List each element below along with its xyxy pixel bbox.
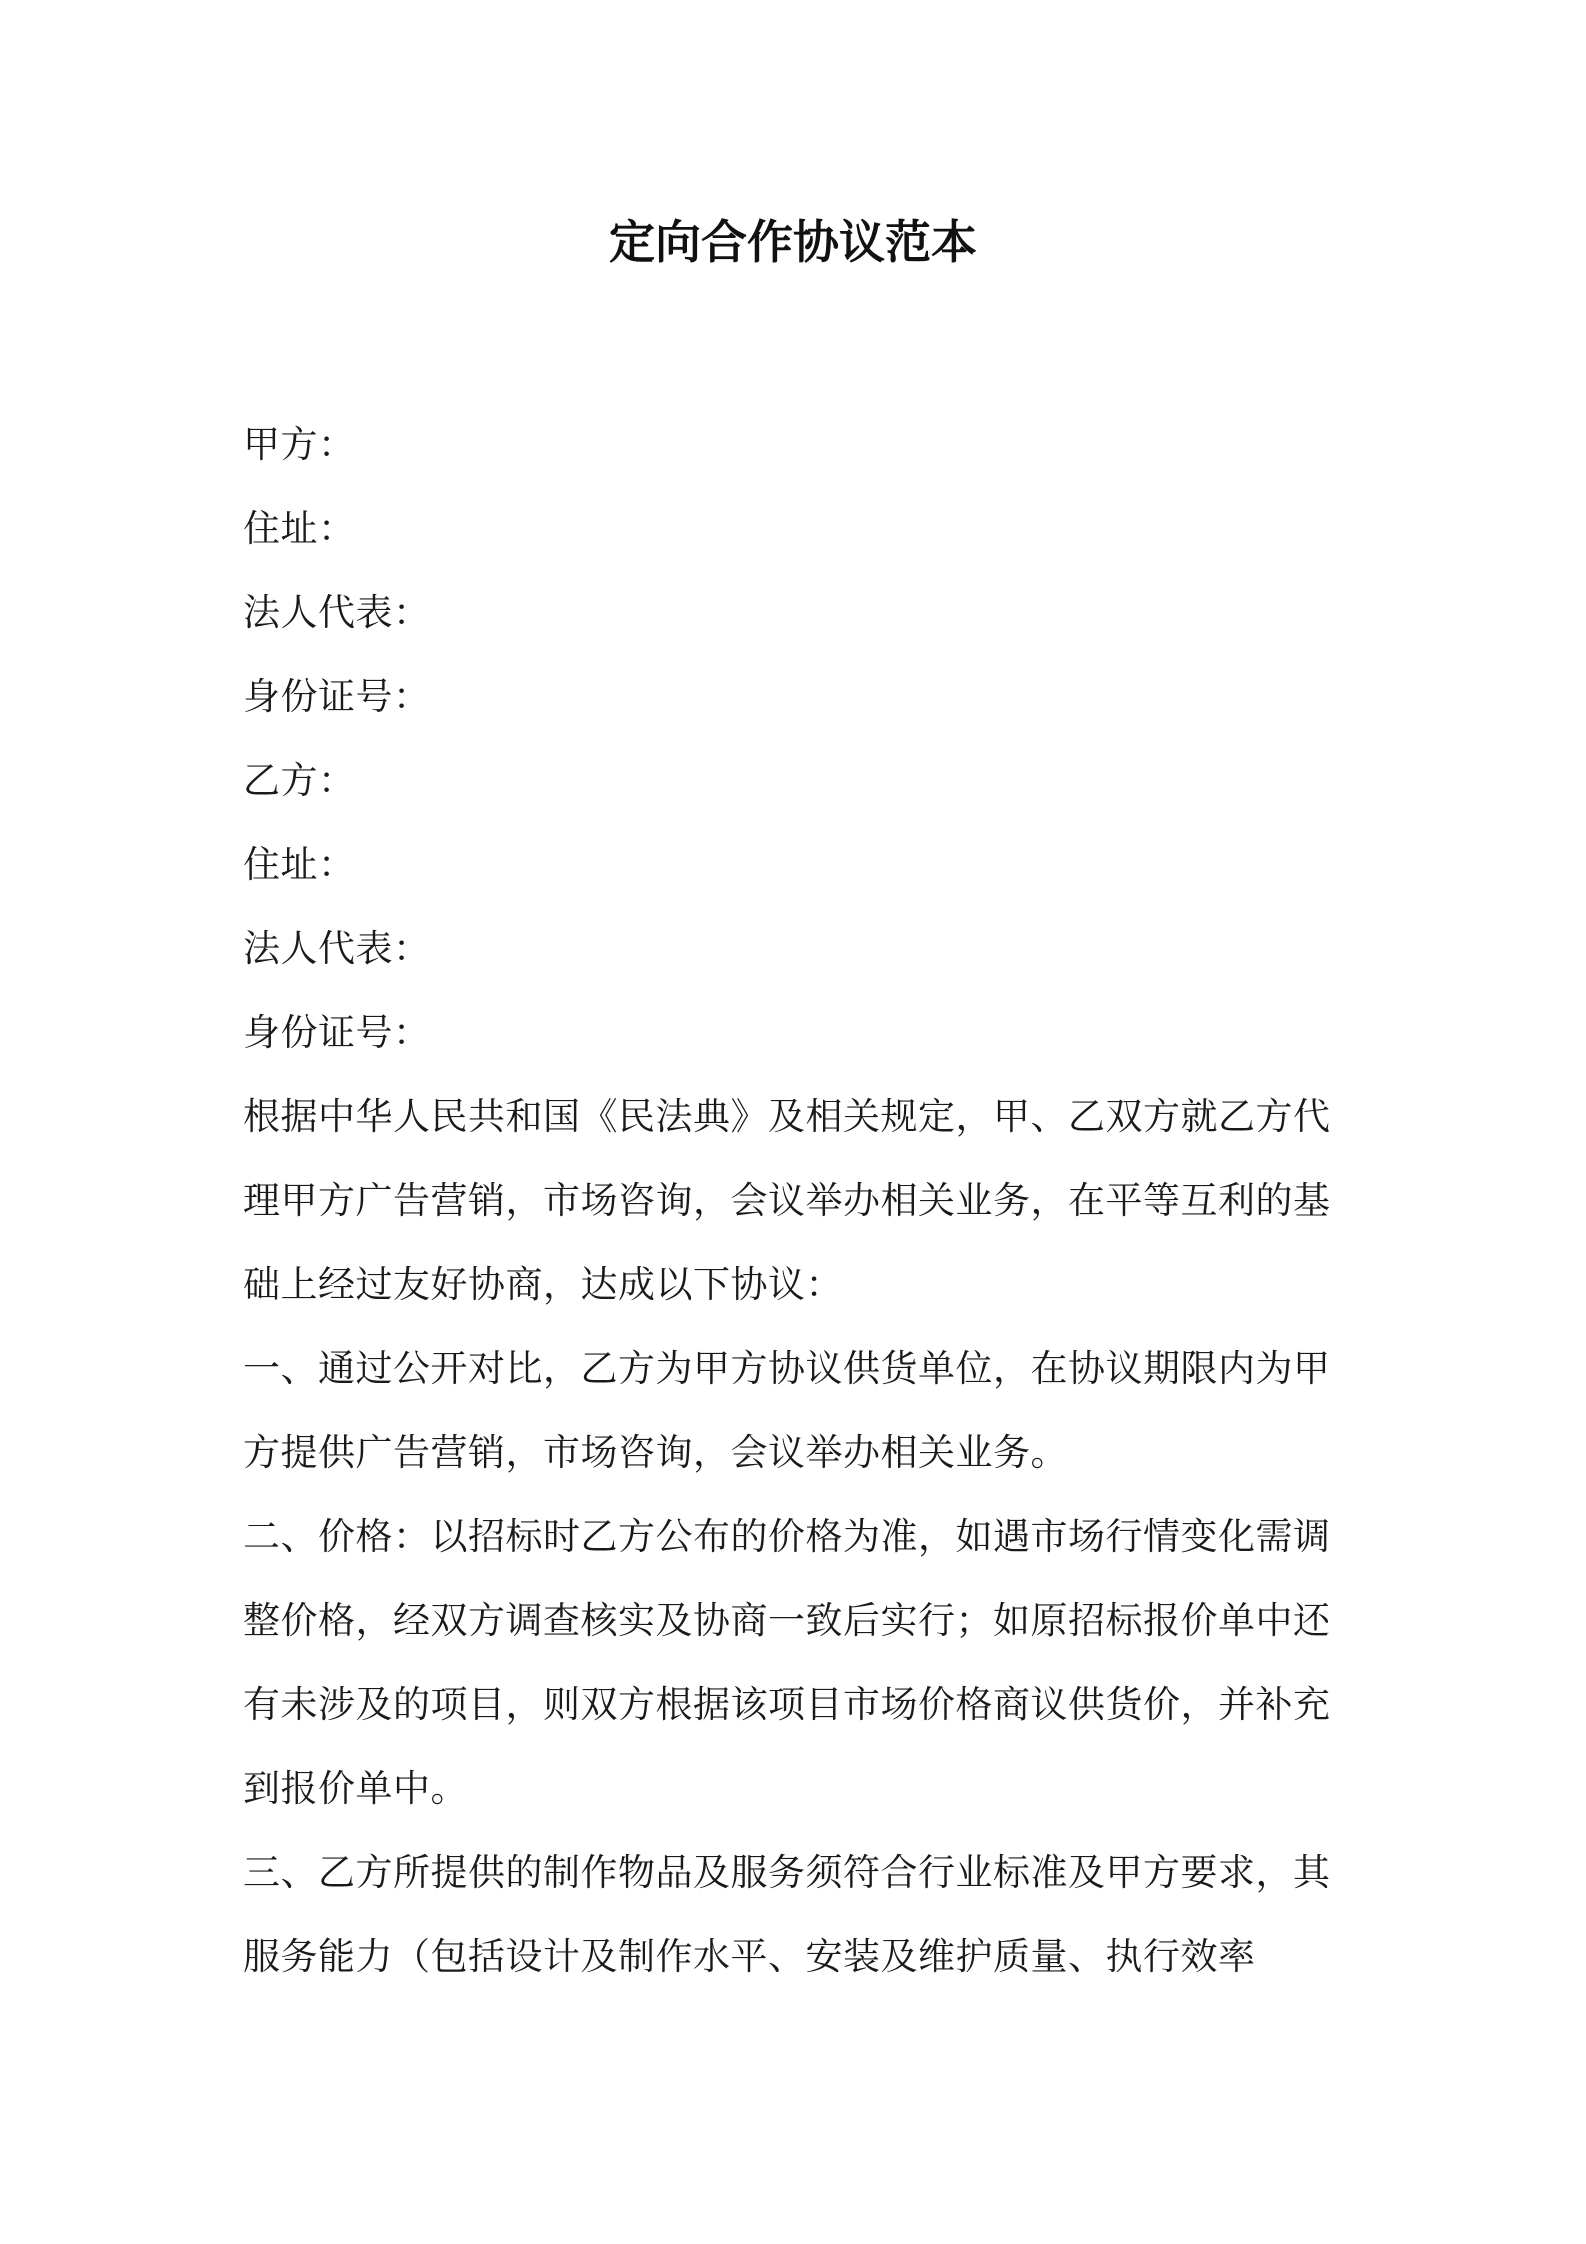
clause-1-paragraph: 一、通过公开对比，乙方为甲方协议供货单位，在协议期限内为甲方提供广告营销，市场咨询，会议举办相关业务。: [243, 1347, 1331, 1474]
party-a-legal-rep-field: 法人代表：: [243, 591, 431, 634]
party-a-id-number-field: 身份证号：: [243, 675, 431, 718]
document-body: [243, 403, 1353, 1999]
party-b-legal-rep-field: 法人代表：: [243, 927, 431, 970]
preamble-paragraph: 根据中华人民共和国《民法典》及相关规定，甲、乙双方就乙方代理甲方广告营销，市场咨询，会议举办相关业务，在平等互利的基础上经过友好协商，达成以下协议：: [243, 1095, 1331, 1306]
party-b-name-field: 乙方：: [243, 759, 356, 802]
party-b-address-field: 住址：: [243, 843, 356, 886]
document-title: 定向合作协议范本: [609, 215, 977, 269]
party-a-address-field: 住址：: [243, 507, 356, 550]
party-b-id-number-field: 身份证号：: [243, 1011, 431, 1054]
clause-2-paragraph: 二、价格：以招标时乙方公布的价格为准，如遇市场行情变化需调整价格，经双方调查核实及协商一致后实行；如原招标报价单中还有未涉及的项目，则双方根据该项目市场价格商议供货价，并补充到报价单中。: [243, 1515, 1331, 1810]
clause-3-paragraph: 三、乙方所提供的制作物品及服务须符合行业标准及甲方要求，其服务能力（包括设计及制作水平、安装及维护质量、执行效率: [243, 1851, 1331, 1978]
party-a-name-field: 甲方：: [243, 423, 356, 466]
